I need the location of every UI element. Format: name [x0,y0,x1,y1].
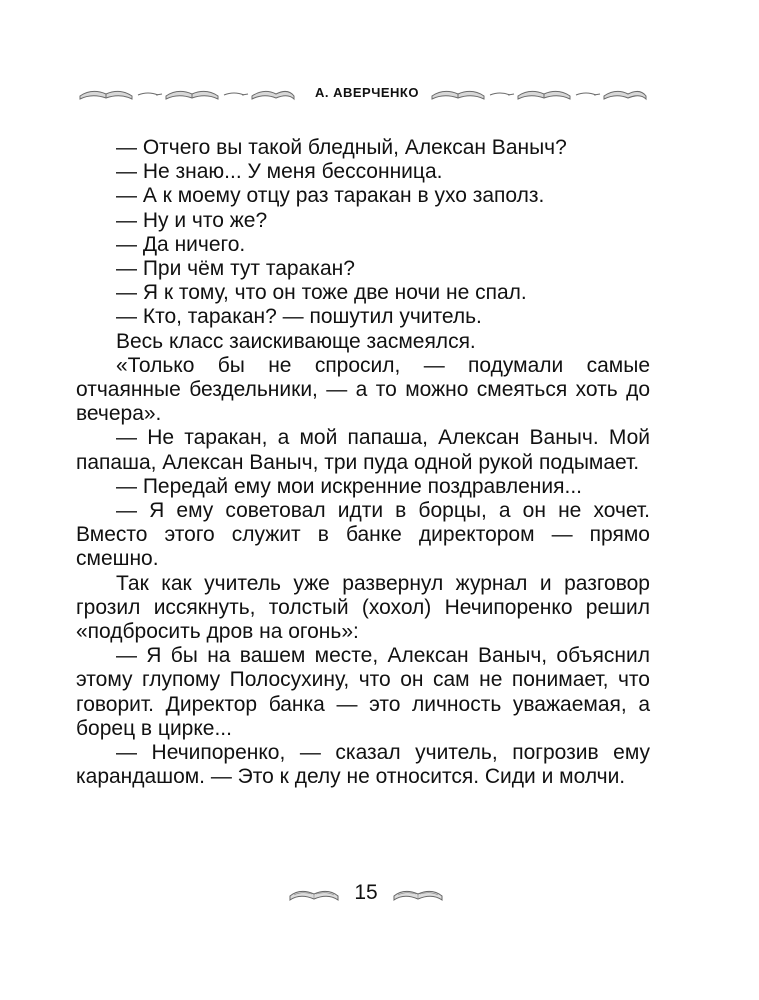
dialogue-line: — Ну и что же? [116,208,268,232]
dialogue-line: — Не знаю... У меня бессонница. [116,160,443,184]
dialogue-line: — Да ничего. [116,232,246,256]
dialogue-line: — Отчего вы такой бледный, Алексан Ваныч? [116,136,567,159]
open-book-icon [288,882,340,906]
narration-paragraph: Так как учитель уже развернул журнал и разговор грозил иссякнуть, толстый (хохол) Нечипоренко решил «подбросить дров на огонь»: [76,571,650,644]
dialogue-line: — При чём тут таракан? [116,257,355,281]
book-ornament-icon [428,82,648,104]
dialogue-line: — Кто, таракан? — пошутил учитель. [116,305,482,329]
dialogue-line: — А к моему отцу раз таракан в ухо заполз. [116,184,545,208]
dialogue-line: — Нечипоренко, — сказал учитель, погрозив ему карандашом. — Это к делу не относится. Сиди и молчи. [76,741,650,789]
dialogue-line: — Я к тому, что он тоже две ночи не спал. [116,281,527,305]
book-ornament-icon [76,82,296,104]
dialogue-line: — Я ему советовал идти в борцы, а он не хочет. Вместо этого служит в банке директором — прямо смешно. [76,499,650,571]
page-footer [288,876,468,912]
open-book-icon [392,882,444,906]
page-number: 15 [354,881,378,904]
dialogue-line: — Передай ему мои искренние поздравления... [116,474,582,498]
dialogue-line: — Не таракан, а мой папаша, Алексан Ваныч. Мой папаша, Алексан Ваныч, три пуда одной рукой подымает. [76,426,650,474]
running-header [72,76,648,110]
narration-paragraph: Весь класс заискивающе засмеялся. [116,329,476,353]
narration-paragraph: «Только бы не спросил, — подумали самые отчаянные бездельники, — а то можно смеяться хоть до вечера». [76,353,650,426]
dialogue-line: — Я бы на вашем месте, Алексан Ваныч, объяснил этому глупому Полосухину, что он сам не понимает, что говорит. Директор банка — это личность уважаемая, а борец в цирке... [76,644,650,740]
running-header-author: А. АВЕРЧЕНКО [315,85,419,100]
story-text [76,136,650,789]
